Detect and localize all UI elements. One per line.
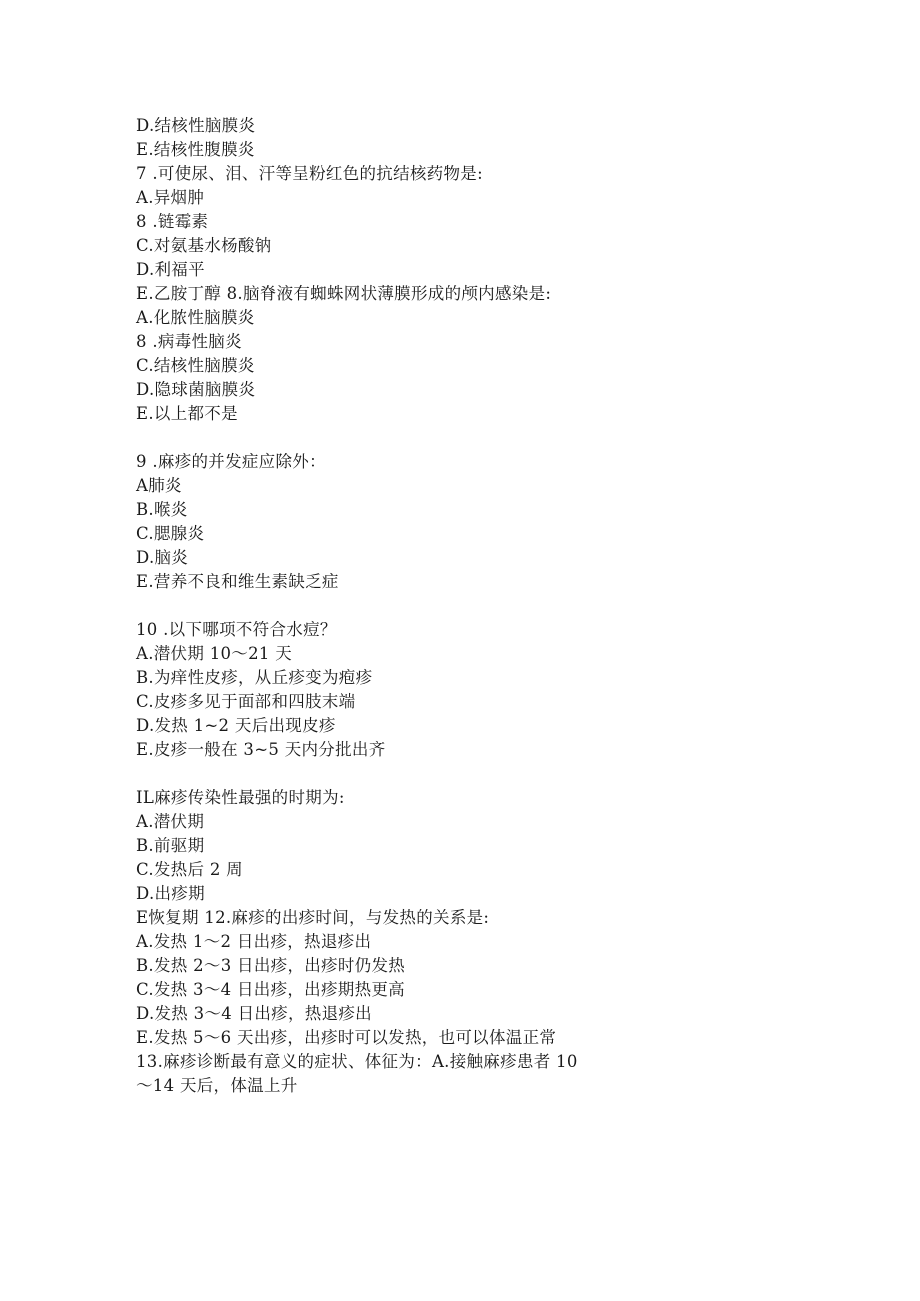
option-e-q6: E.结核性腹膜炎	[136, 140, 255, 159]
option-c-q10: C.皮疹多见于面部和四肢末端	[136, 692, 356, 711]
option-a-q8: A.化脓性脑膜炎	[136, 308, 255, 327]
option-a-q12: A.发热 1～2 日出疹，热退疹出	[136, 932, 372, 951]
question-7: 7 .可使尿、泪、汗等呈粉红色的抗结核药物是:	[136, 164, 483, 183]
option-a-q7: A.异烟肿	[136, 188, 205, 207]
option-d-q12: D.发热 3～4 日出疹，热退疹出	[136, 1004, 372, 1023]
option-d-q7: D.利福平	[136, 260, 205, 279]
option-b-q12: B.发热 2～3 日出疹，出疹时仍发热	[136, 956, 406, 975]
option-c-q11: C.发热后 2 周	[136, 860, 243, 879]
option-e-q11-question-12: E恢复期 12.麻疹的出疹时间，与发热的关系是:	[136, 908, 490, 927]
option-c-q12: C.发热 3～4 日出疹，出疹期热更高	[136, 980, 405, 999]
option-a-q10: A.潜伏期 10～21 天	[136, 644, 293, 663]
option-c-q9: C.腮腺炎	[136, 524, 205, 543]
question-10: 10 .以下哪项不符合水痘？	[136, 620, 337, 639]
option-e-q10: E.皮疹一般在 3~5 天内分批出齐	[136, 740, 386, 759]
option-b-q8: 8 .病毒性脑炎	[136, 332, 242, 351]
option-d-q10: D.发热 1~2 天后出现皮疹	[136, 716, 336, 735]
document-page	[136, 112, 836, 1098]
option-b-q7: 8 .链霉素	[136, 212, 209, 231]
option-a-q11: A.潜伏期	[136, 812, 205, 831]
option-b-q9: B.喉炎	[136, 500, 188, 519]
option-e-q8: E.以上都不是	[136, 404, 238, 423]
option-d-q8: D.隐球菌脑膜炎	[136, 380, 256, 399]
option-b-q10: B.为痒性皮疹，从丘疹变为疱疹	[136, 668, 373, 687]
option-e-q9: E.营养不良和维生素缺乏症	[136, 572, 339, 591]
option-c-q8: C.结核性脑膜炎	[136, 356, 255, 375]
question-9: 9 .麻疹的并发症应除外：	[136, 452, 326, 471]
option-e-q12: E.发热 5～6 天出疹，出疹时可以发热，也可以体温正常	[136, 1028, 557, 1047]
option-d-q9: D.脑炎	[136, 548, 189, 567]
option-c-q7: C.对氨基水杨酸钠	[136, 236, 272, 255]
option-d-q6: D.结核性脑膜炎	[136, 116, 256, 135]
question-13-continued: ～14 天后，体温上升	[136, 1076, 298, 1095]
option-d-q11: D.出疹期	[136, 884, 205, 903]
option-e-q7-question-8: E.乙胺丁醇 8.脑脊液有蜘蛛网状薄膜形成的颅内感染是:	[136, 284, 552, 303]
paragraph-gap	[136, 762, 836, 786]
paragraph-gap	[136, 426, 836, 450]
paragraph-gap	[136, 594, 836, 618]
option-b-q11: B.前驱期	[136, 836, 205, 855]
question-11: IL麻疹传染性最强的时期为:	[136, 788, 345, 807]
option-a-q9: A肺炎	[136, 476, 182, 495]
question-13: 13.麻疹诊断最有意义的症状、体征为：A.接触麻疹患者 10	[136, 1052, 578, 1071]
